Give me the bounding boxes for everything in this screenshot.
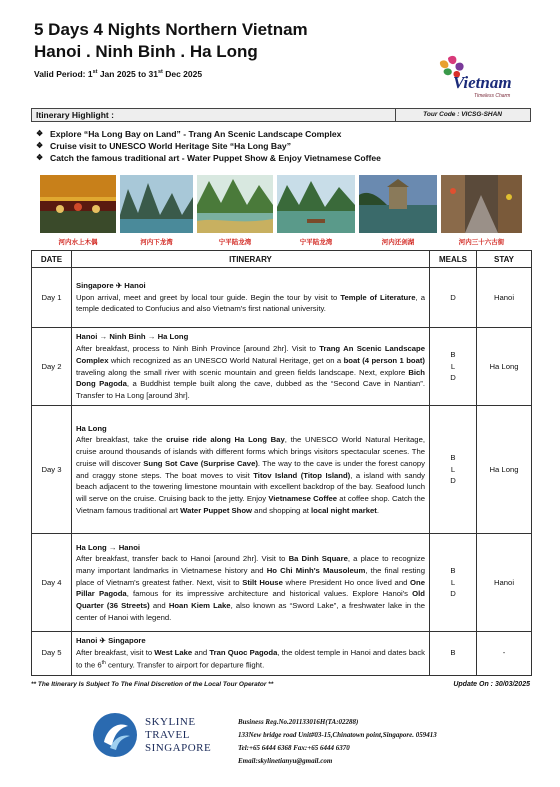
desc-text: traveling along the small river with scenic mountain and green fields landscape. Next, explore [76,367,409,377]
photo-caption: 宁平陆龙湾 [218,239,252,246]
desc-text: at coffee shop. Catch the Vietnam famous traditional art [76,493,425,515]
update-date: Update On : 30/03/2025 [453,681,530,688]
day-cell: Day 5 [32,632,72,676]
desc-bold: cruise ride along Ha Long Bay [166,435,285,445]
desc-text: , famous for its impressive architecture and historical values. Explore Hanoi's [126,589,413,599]
skyline-logo-icon [92,712,138,758]
desc-text: which recognized as an UNESCO World Natural Heritage, get on a [108,355,344,365]
valid-prefix: Valid Period: 1 [34,69,93,79]
photo-caption: 河内还剑湖 [381,239,415,246]
table-row [32,268,532,328]
photo-caption: 河内下龙湾 [140,239,173,246]
stay-cell: Hanoi [477,268,532,328]
logo-wordmark: Vietnam [453,73,512,92]
diamond-bullet-icon: ❖ [36,153,44,162]
hoan-kiem-lake-photo [359,175,437,233]
stay-cell: - [477,632,532,676]
desc-text: , a temple dedicated to Confucius and also Vietnam's first national university. [76,292,425,314]
desc-bold: Trang An Scenic Landscape Complex [76,344,426,365]
old-quarter-photo [441,175,522,233]
desc-text: After breakfast, visit to [76,647,155,657]
desc-text: , the UNESCO World Natural Heritage, cruise around thousands of islands with different forms which brings visitors spectacular scenes. The cruise will discover [76,435,425,468]
day-cell: Day 2 [32,328,72,406]
itinerary-cell [72,534,430,632]
valid-mid: Jan 2025 to 31 [97,69,158,79]
trang-an-boat-photo [277,175,355,233]
meals-cell: B L D [430,534,477,632]
desc-text: After breakfast, take the [76,435,167,445]
desc-text: and [149,601,169,611]
day-cell: Day 4 [32,534,72,632]
itinerary-cell [72,328,430,406]
col-header-meals: MEALS [430,251,477,268]
diamond-bullet-icon: ❖ [36,141,44,150]
company-email: Email:skylinetianyu@gmail.com [238,757,333,765]
desc-bold: boat (4 person 1 boat) [343,355,425,365]
tour-code: Tour Code : VICSG-SHAN [423,111,502,118]
desc-text: , a island with sandy beach adjacent to the towering limestone mountain with excellent backdrop of the bay. Seafood lunch will serve on the cruise. Cruising back to the jetty. Enjoy [76,470,425,503]
desc-bold: Temple of Literature [340,292,416,302]
desc-text: where President Ho once lived and [282,577,411,587]
desc-text: . The way to the cave is under the forest canopy and craggy stone steps. The boat moves to visit [76,458,425,480]
photo-caption: 河内水上木偶 [58,239,98,246]
highlight-item [36,153,381,165]
ha-long-bay-photo [120,175,193,233]
highlight-list [36,129,381,165]
valid-sup-2: st [157,69,163,76]
desc-text: and shopping at [252,505,312,515]
desc-bold: Titov Island (Titop Island) [253,470,351,480]
col-header-itinerary: ITINERARY [72,251,430,268]
desc-text: After breakfast, transfer back to Hanoi [around 2hr]. Visit to [76,554,289,564]
desc-bold: Stilt House [242,577,283,587]
desc-text: , also known as “Sword Lake”, a freshwater lake in the center of Hanoi with legend. [76,601,425,622]
desc-bold: West Lake [154,647,193,657]
trang-an-photo [197,175,273,233]
desc-bold: Bich Dong Pagoda [76,367,425,389]
company-address: 133New bridge road Unit#03-15,Chinatown point,Singapore. 059413 [238,731,437,739]
itinerary-cell [72,632,430,676]
day-title: Singapore ✈ Hanoi [76,280,146,290]
logo-tagline: Timeless Charm [474,93,511,99]
day-title: Hanoi ✈ Singapore [76,636,146,645]
desc-text: , the final resting place of Vietnam's greatest father. Next, visit to [76,565,425,587]
meals-cell: B L D [430,406,477,534]
desc-bold: local night market [311,505,377,515]
diamond-bullet-icon: ❖ [36,129,44,138]
day-title: Ha Long [76,423,107,433]
company-details [238,716,437,768]
table-row [32,632,532,676]
photo-strip [40,175,522,249]
desc-text: century. Transfer to airport for departure flight. [105,660,265,670]
itinerary-cell [72,268,430,328]
desc-bold: Vietnamese Coffee [268,493,338,503]
stay-cell: Ha Long [477,406,532,534]
table-row [32,534,532,632]
highlight-item [36,141,381,153]
desc-text: , the oldest temple in Hanoi and dates back to the 6 [76,647,426,670]
highlight-label: Itinerary Highlight : [36,110,114,120]
desc-text: , a Buddhist temple built along the cave, dubbed as the “Second Cave in Nantian”. Transfer to Ha Long [around 3hr]. [76,379,425,400]
table-row [32,406,532,534]
day-title: Ha Long → Hanoi [76,542,141,552]
water-puppet-photo [40,175,116,233]
itinerary-cell [72,406,430,534]
desc-sup: th [101,660,106,667]
table-row [32,328,532,406]
highlight-bar [31,108,531,122]
highlight-text: Explore “Ha Long Bay on Land” - Trang An Scenic Landscape Complex [50,129,342,139]
itinerary-table [31,250,532,676]
highlight-item [36,129,381,141]
valid-sup-1: st [92,69,98,76]
business-reg: Business Reg.No.201133016H(TA:02288) [238,718,359,726]
table-header-row [32,251,532,268]
photo-caption: 宁平陆龙湾 [299,239,333,246]
desc-text: . [376,505,379,515]
desc-bold: Sung Sot Cave (Surprise Cave) [143,458,258,468]
meals-cell: B [430,632,477,676]
desc-bold: Old Quarter (36 Streets) [76,589,425,611]
valid-suffix: Dec 2025 [162,69,203,79]
company-name-line: TRAVEL [145,729,190,741]
desc-bold: Tran Quoc Pagoda [209,647,278,657]
desc-bold: One Pillar Pagoda [76,577,425,599]
title-line-2: Hanoi . Ninh Binh . Ha Long [34,42,258,61]
disclaimer-note: ** The Itinerary Is Subject To The Final Discretion of the Local Tour Operator ** [31,681,274,688]
meals-cell: B L D [430,328,477,406]
photo-caption: 河内三十六古街 [458,239,505,246]
company-name-line: SINGAPORE [145,742,212,754]
company-phone: Tel:+65 6444 6368 Fax:+65 6444 6370 [238,744,350,752]
title-line-1: 5 Days 4 Nights Northern Vietnam [34,20,308,39]
divider [395,109,396,121]
highlight-text: Catch the famous traditional art - Water Puppet Show & Enjoy Vietnamese Coffee [50,153,381,163]
desc-bold: Water Puppet Show [180,505,253,515]
highlight-text: Cruise visit to UNESCO World Heritage Site “Ha Long Bay” [50,141,291,151]
stay-cell: Ha Long [477,328,532,406]
company-name-line: SKYLINE [145,716,196,728]
desc-bold: Ho Chi Minh's Mausoleum [266,565,366,575]
col-header-stay: STAY [477,251,532,268]
desc-bold: Ba Dinh Square [288,554,348,564]
col-header-date: DATE [32,251,72,268]
day-cell: Day 3 [32,406,72,534]
meals-cell: D [430,268,477,328]
desc-text: Upon arrival, meet and greet by local tour guide. Begin the tour by visit to [76,292,341,302]
day-cell: Day 1 [32,268,72,328]
desc-bold: Hoan Kiem Lake [168,601,231,611]
day-title: Hanoi → Ninh Binh → Ha Long [76,332,189,342]
valid-period [34,69,202,79]
stay-cell: Hanoi [477,534,532,632]
desc-text: and [192,647,210,657]
desc-text: , a place to recognize many important landmarks in Vietnamese history and [76,554,426,575]
desc-text: After breakfast, process to Ninh Binh Province [around 2hr]. Visit to [76,344,320,354]
company-name [145,716,211,755]
